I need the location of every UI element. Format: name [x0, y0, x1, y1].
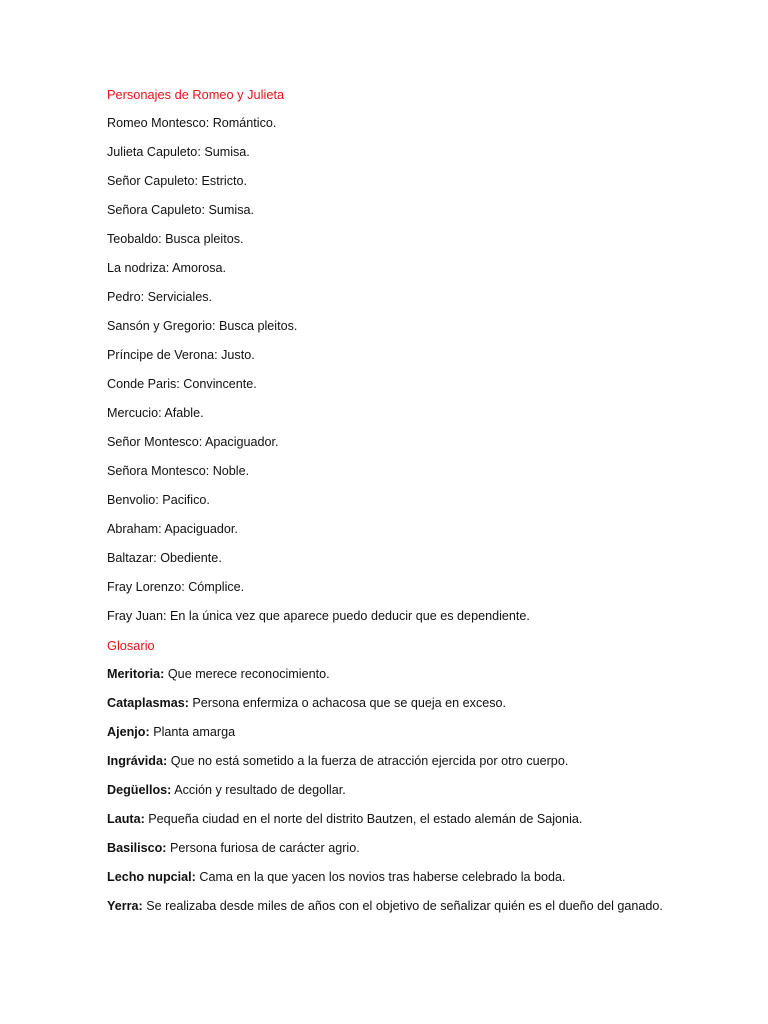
glosario-entry	[107, 811, 708, 828]
glosario-term: Lauta:	[107, 812, 145, 826]
personaje-line: Señora Capuleto: Sumisa.	[107, 203, 255, 217]
personaje-line: Conde Paris: Convincente.	[107, 377, 257, 391]
glosario-term: Lecho nupcial:	[107, 870, 196, 884]
glosario-entry	[107, 782, 708, 799]
personaje-line: Príncipe de Verona: Justo.	[107, 348, 255, 362]
personaje-line: Mercucio: Afable.	[107, 406, 204, 420]
glosario-definition: Se realizaba desde miles de años con el objetivo de señalizar quién es el dueño del ganado.	[146, 899, 663, 913]
personaje-line: Fray Juan: En la única vez que aparece puedo deducir que es dependiente.	[107, 609, 530, 623]
personaje-line: Romeo Montesco: Romántico.	[107, 116, 277, 130]
glosario-entry	[107, 898, 708, 915]
glosario-definition: Pequeña ciudad en el norte del distrito Bautzen, el estado alemán de Sajonia.	[148, 812, 583, 826]
personaje-line: Señor Capuleto: Estricto.	[107, 174, 248, 188]
personaje-line: Fray Lorenzo: Cómplice.	[107, 580, 245, 594]
glosario-term: Basilisco:	[107, 841, 167, 855]
personaje-line: Señora Montesco: Noble.	[107, 464, 250, 478]
personaje-line: Sansón y Gregorio: Busca pleitos.	[107, 319, 298, 333]
personaje-line: Julieta Capuleto: Sumisa.	[107, 145, 250, 159]
glosario-definition: Planta amarga	[153, 725, 236, 739]
personaje-line: Señor Montesco: Apaciguador.	[107, 435, 279, 449]
glosario-entry	[107, 753, 708, 770]
glosario-term: Ajenjo:	[107, 725, 150, 739]
glosario-entry	[107, 840, 708, 857]
personaje-line: La nodriza: Amorosa.	[107, 261, 227, 275]
glosario-entry	[107, 666, 708, 683]
glosario-term: Ingrávida:	[107, 754, 168, 768]
glosario-definition: Cama en la que yacen los novios tras haberse celebrado la boda.	[199, 870, 566, 884]
glosario-definition: Que no está sometido a la fuerza de atracción ejercida por otro cuerpo.	[170, 754, 569, 768]
glosario-term: Yerra:	[107, 899, 143, 913]
glosario-term: Degüellos:	[107, 783, 172, 797]
personaje-line: Baltazar: Obediente.	[107, 551, 222, 565]
personaje-line: Pedro: Serviciales.	[107, 290, 212, 304]
personaje-line: Abraham: Apaciguador.	[107, 522, 238, 536]
glosario-term: Meritoria:	[107, 667, 165, 681]
personaje-line: Teobaldo: Busca pleitos.	[107, 232, 244, 246]
personaje-line: Benvolio: Pacifico.	[107, 493, 210, 507]
glosario-entry	[107, 695, 708, 712]
glosario-definition: Persona furiosa de carácter agrio.	[170, 841, 360, 855]
glosario-term: Cataplasmas:	[107, 696, 189, 710]
glosario-entry	[107, 869, 708, 886]
glosario-entry	[107, 724, 708, 741]
glosario-heading: Glosario	[107, 638, 155, 653]
glosario-definition: Persona enfermiza o achacosa que se queja en exceso.	[192, 696, 507, 710]
personajes-heading: Personajes de Romeo y Julieta	[107, 87, 285, 102]
glosario-definition: Acción y resultado de degollar.	[174, 783, 346, 797]
glosario-definition: Que merece reconocimiento.	[167, 667, 330, 681]
